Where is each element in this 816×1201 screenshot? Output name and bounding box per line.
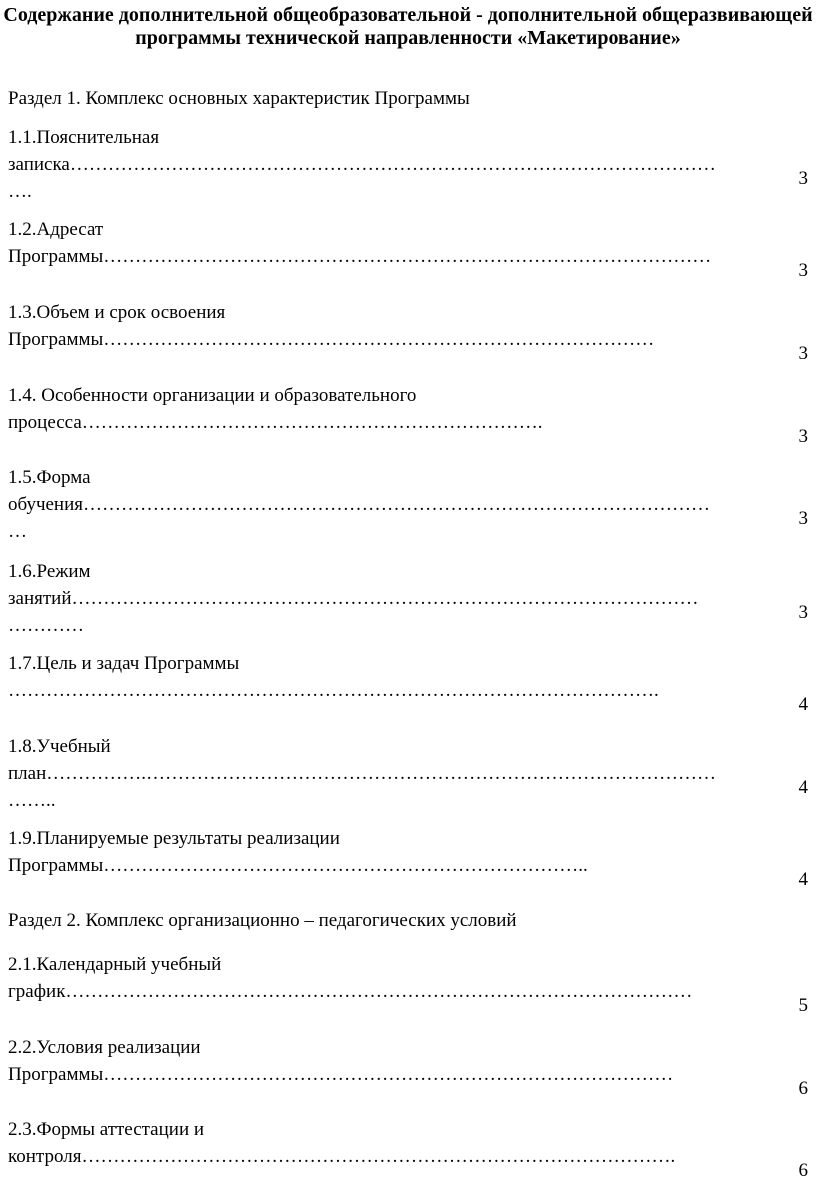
toc-page-number: 6 bbox=[798, 1160, 808, 1181]
toc-entry-title: 1.2.Адресат bbox=[8, 219, 104, 240]
toc-entry-title: 1.3.Объем и срок освоения bbox=[8, 302, 226, 323]
toc-entry-leader: Программы…………………………………………………………………………… bbox=[8, 329, 655, 350]
toc-entry-title: 1.4. Особенности организации и образовательного bbox=[8, 385, 417, 406]
toc-entry-leader: план…………….……………………………………………………………………………… bbox=[8, 763, 717, 784]
toc-page-number: 3 bbox=[798, 343, 808, 364]
toc-entry-title: 2.3.Формы аттестации и bbox=[8, 1119, 205, 1140]
toc-entry-title: 1.7.Цель и задач Программы bbox=[8, 653, 240, 674]
toc-entry-leader-continued: …….. bbox=[8, 790, 56, 811]
toc-page-number: 5 bbox=[798, 995, 808, 1016]
toc-entry-leader: …………………………………………………………………………………………. bbox=[8, 680, 659, 701]
toc-entry-leader: процесса………………………………………………………………. bbox=[8, 412, 543, 433]
toc-page-number: 3 bbox=[798, 260, 808, 281]
toc-entry-leader: Программы………………………………………………………………….. bbox=[8, 855, 588, 876]
toc-page-number: 4 bbox=[798, 869, 808, 890]
toc-entry-leader: записка………………………………………………………………………………………… bbox=[8, 154, 716, 175]
section-heading-2: Раздел 2. Комплекс организационно – педагогических условий bbox=[8, 910, 517, 931]
toc-entry-title: 1.5.Форма bbox=[8, 467, 91, 488]
toc-entry-title: 1.8.Учебный bbox=[8, 736, 111, 757]
toc-entry-leader-continued: ………… bbox=[8, 615, 84, 636]
toc-entry-title: 1.6.Режим bbox=[8, 561, 91, 582]
toc-page-number: 4 bbox=[798, 694, 808, 715]
toc-entry-leader: Программы……………………………………………………………………………… bbox=[8, 1064, 674, 1085]
toc-entry-title: 1.9.Планируемые результаты реализации bbox=[8, 828, 340, 849]
toc-entry-leader: Программы…………………………………………………………………………………… bbox=[8, 246, 712, 267]
title-line-1: Содержание дополнительной общеобразовательной - дополнительной общеразвивающей bbox=[3, 4, 813, 26]
toc-page-number: 6 bbox=[798, 1078, 808, 1099]
toc-entry-title: 2.1.Календарный учебный bbox=[8, 954, 222, 975]
section-heading-1: Раздел 1. Комплекс основных характеристик Программы bbox=[8, 88, 470, 109]
toc-entry-leader-continued: …. bbox=[8, 181, 32, 202]
title-line-2: программы технической направленности «Макетирование» bbox=[135, 27, 681, 49]
toc-entry-leader: занятий……………………………………………………………………………………… bbox=[8, 588, 699, 609]
toc-entry-leader: контроля…………………………………………………………………………………. bbox=[8, 1146, 676, 1167]
toc-entry-leader: график……………………………………………………………………………………… bbox=[8, 981, 693, 1002]
toc-entry-leader: обучения……………………………………………………………………………………… bbox=[8, 494, 711, 515]
document-title bbox=[0, 4, 816, 50]
toc-page-number: 3 bbox=[798, 508, 808, 529]
toc-page-number: 3 bbox=[798, 168, 808, 189]
toc-page-number: 3 bbox=[798, 602, 808, 623]
toc-page-number: 3 bbox=[798, 426, 808, 447]
toc-entry-title: 1.1.Пояснительная bbox=[8, 127, 160, 148]
toc-entry-leader-continued: … bbox=[8, 521, 27, 542]
toc-page-number: 4 bbox=[798, 777, 808, 798]
toc-entry-title: 2.2.Условия реализации bbox=[8, 1037, 201, 1058]
